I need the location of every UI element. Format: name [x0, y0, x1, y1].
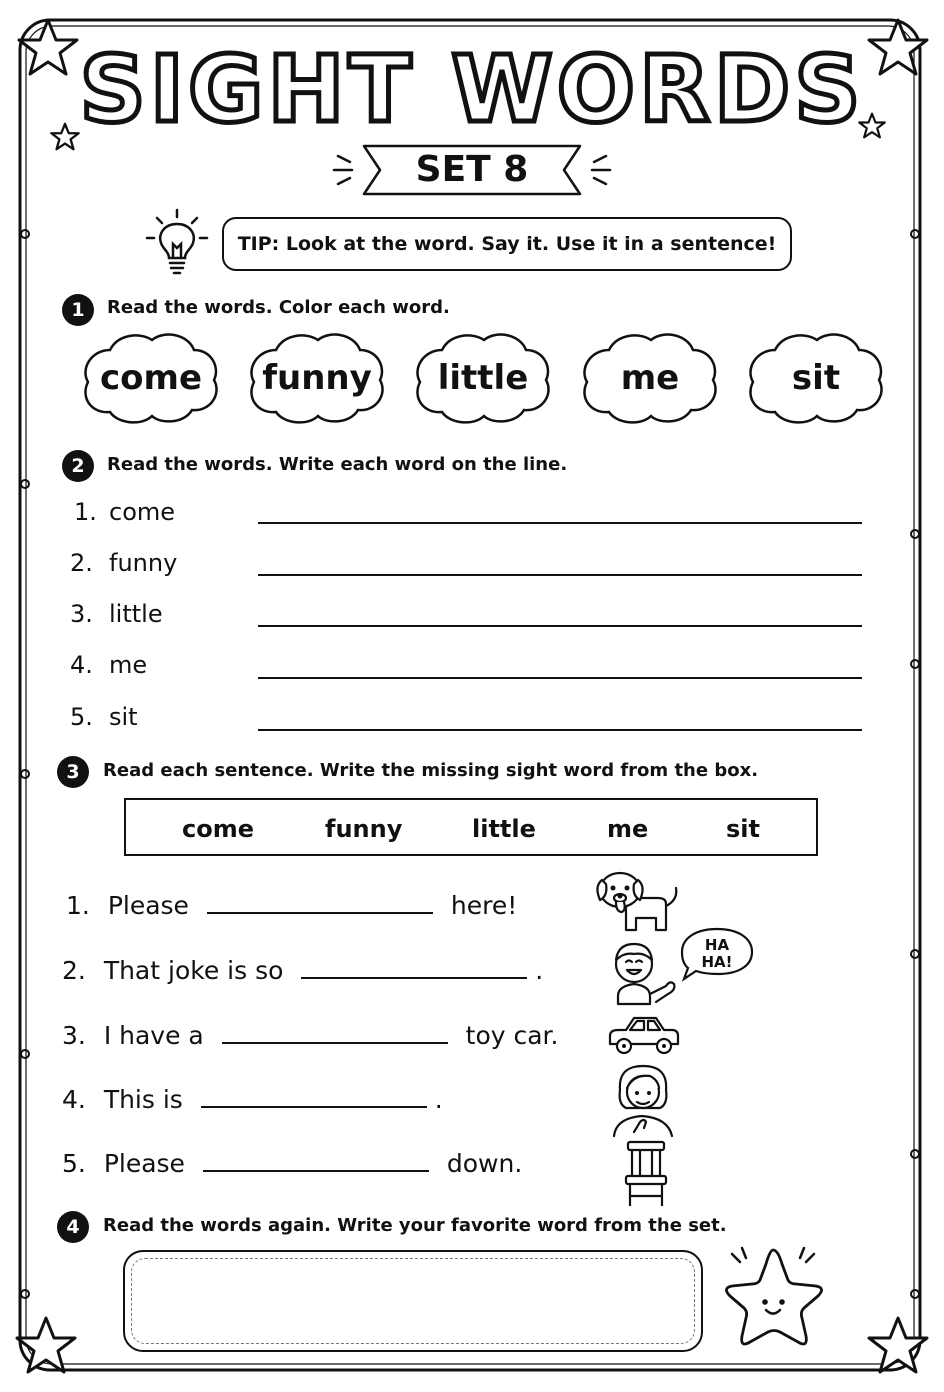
- sentence-start: Please: [107, 891, 189, 920]
- word-bank-item: sit: [726, 815, 760, 843]
- sentence-3: [62, 1016, 559, 1053]
- answer-blank[interactable]: [201, 1080, 427, 1108]
- page-title: SIGHT WORDS: [79, 36, 865, 143]
- sentence-number: 5.: [62, 1149, 86, 1178]
- lightbulb-icon: [144, 208, 210, 278]
- list-number: 4.: [70, 651, 93, 679]
- list-word: little: [109, 600, 163, 628]
- cloud-word: sit: [791, 358, 841, 398]
- section-2-instruction: Read the words. Write each word on the line.: [107, 454, 568, 475]
- sentence-start: That joke is so: [103, 956, 284, 985]
- sentence-4: [62, 1080, 443, 1117]
- favorite-word-box-inner: [131, 1258, 695, 1344]
- cloud-word: me: [620, 358, 680, 398]
- girl-pointing-icon: [606, 1060, 680, 1138]
- sentence-start: This is: [103, 1085, 183, 1114]
- star-icon: [866, 1314, 930, 1378]
- writing-line[interactable]: [258, 574, 862, 576]
- word-cloud[interactable]: [412, 328, 554, 428]
- sentence-1: [66, 886, 517, 923]
- dog-icon: [592, 866, 684, 936]
- set-banner: [330, 140, 614, 200]
- laughing-boy-icon: [604, 936, 684, 1006]
- word-bank-item: come: [182, 815, 254, 843]
- answer-blank[interactable]: [203, 1144, 429, 1172]
- cloud-word: come: [100, 358, 202, 398]
- list-word: sit: [109, 703, 138, 731]
- section-3-instruction: Read each sentence. Write the missing sight word from the box.: [103, 760, 759, 781]
- word-cloud[interactable]: [745, 328, 887, 428]
- answer-blank[interactable]: [222, 1016, 448, 1044]
- writing-line[interactable]: [258, 522, 862, 524]
- section-3-number: 3: [57, 756, 89, 788]
- writing-line[interactable]: [258, 625, 862, 627]
- sentence-end: here!: [450, 891, 518, 920]
- word-cloud[interactable]: [246, 328, 388, 428]
- bubble-text-line2: HA!: [701, 953, 733, 971]
- star-icon: [14, 1314, 78, 1378]
- answer-blank[interactable]: [301, 951, 527, 979]
- list-word: me: [109, 651, 148, 679]
- sentence-5: [62, 1144, 522, 1181]
- sentence-start: I have a: [103, 1021, 204, 1050]
- list-word: come: [109, 498, 176, 526]
- sentence-end: down.: [446, 1149, 523, 1178]
- sentence-number: 3.: [62, 1021, 86, 1050]
- writing-line[interactable]: [258, 729, 862, 731]
- writing-line[interactable]: [258, 677, 862, 679]
- section-1-number: 1: [62, 294, 94, 326]
- word-cloud[interactable]: [579, 328, 721, 428]
- answer-blank[interactable]: [207, 886, 433, 914]
- word-bank-item: little: [472, 815, 536, 843]
- set-label: SET 8: [415, 149, 529, 190]
- word-bank-item: funny: [325, 815, 403, 843]
- list-number: 5.: [70, 703, 93, 731]
- tip-box: TIP: Look at the word. Say it. Use it in a sentence!: [222, 217, 792, 271]
- list-number: 3.: [70, 600, 93, 628]
- section-2-number: 2: [62, 450, 94, 482]
- bubble-text-line1: HA: [704, 936, 730, 954]
- section-4-number: 4: [57, 1211, 89, 1243]
- list-word: funny: [109, 549, 178, 577]
- sentence-number: 2.: [62, 956, 86, 985]
- sentence-end: .: [535, 956, 544, 985]
- word-bank-item: me: [607, 815, 649, 843]
- list-number: 1.: [74, 498, 97, 526]
- sentence-start: Please: [103, 1149, 185, 1178]
- word-bank: [124, 798, 818, 856]
- sentence-end: .: [434, 1085, 443, 1114]
- sentence-number: 4.: [62, 1085, 86, 1114]
- cloud-word: funny: [262, 358, 372, 398]
- sentence-number: 1.: [66, 891, 90, 920]
- sentence-2: [62, 951, 543, 988]
- chair-icon: [620, 1138, 672, 1210]
- section-1-instruction: Read the words. Color each word.: [107, 297, 450, 318]
- section-4-instruction: Read the words again. Write your favorite word from the set.: [103, 1215, 727, 1236]
- sentence-end: toy car.: [465, 1021, 559, 1050]
- list-number: 2.: [70, 549, 93, 577]
- word-cloud[interactable]: [80, 328, 222, 428]
- toy-car-icon: [606, 1010, 682, 1058]
- smiling-star-icon: [716, 1244, 832, 1352]
- speech-bubble: [678, 926, 756, 982]
- cloud-word: little: [437, 358, 529, 398]
